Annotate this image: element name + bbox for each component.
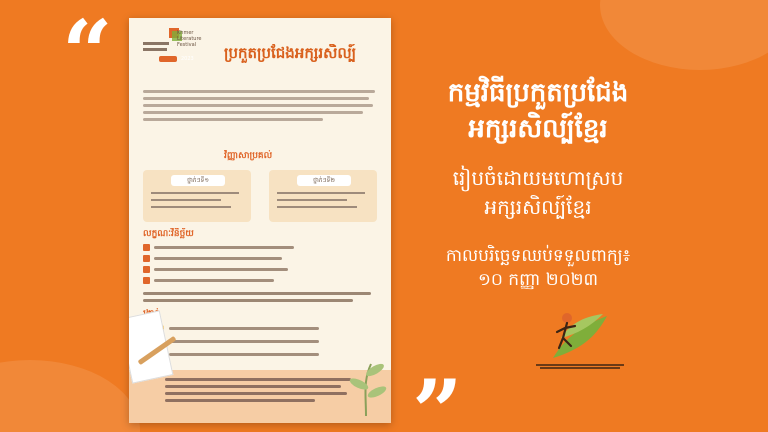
decorative-blob-bottom-left [0, 360, 140, 432]
poster-category-2-label: ថ្នាក់ៗទី២ [297, 175, 351, 186]
poster-criterion-2 [143, 255, 303, 263]
khmer-literature-festival-logo-icon [547, 308, 613, 370]
decorative-blob-top-right [600, 0, 768, 70]
organizer-line-2: អក្សរសិល្ប៍ខ្មែរ [484, 195, 592, 219]
headline-line-1: កម្មវិធីប្រកួតប្រជែង [447, 78, 629, 108]
poster-logo-text: Khmer Literature Festival [177, 30, 202, 48]
deadline-label: កាលបរិច្ឆេទឈប់ទទួលពាក្យ៖ [445, 246, 631, 266]
poster-prize-2 [169, 337, 329, 347]
poster-section-rules: វិញ្ញាសាប្រគល់ [224, 151, 273, 161]
poster-image [129, 18, 391, 423]
poster-criterion-4 [143, 277, 303, 285]
poster-category-card-1 [143, 170, 251, 222]
brand-caption [530, 363, 630, 370]
poster-section-criteria: លក្ខណៈវិនិច្ឆ័យ [143, 229, 194, 239]
poster-prize-1 [169, 324, 329, 334]
poster-notebook-illustration [129, 310, 173, 383]
poster-note-text [143, 292, 377, 306]
deadline-date: ១០ កញ្ញា ២០២៣ [477, 270, 599, 290]
poster-category-1-label: ថ្នាក់ៗទី១ [171, 175, 225, 186]
poster-logo-year: 2023 [181, 56, 194, 62]
poster-plant-illustration [341, 356, 391, 416]
organizer-line-1: រៀបចំដោយមហោស្រប [452, 166, 624, 190]
poster-intro-text [143, 90, 377, 125]
poster-prize-3 [169, 350, 329, 360]
poster-criterion-3 [143, 266, 303, 274]
poster-criterion-1 [143, 244, 303, 252]
headline-line-2: អក្សរសិល្ប៍ខ្មែរ [468, 114, 608, 144]
poster-title: ប្រកួតប្រជែងអក្សរសិល្ប៍ [224, 44, 357, 62]
close-quote-icon: ” [412, 360, 463, 432]
poster-category-card-2 [269, 170, 377, 222]
open-quote-icon: “ [62, 0, 113, 104]
